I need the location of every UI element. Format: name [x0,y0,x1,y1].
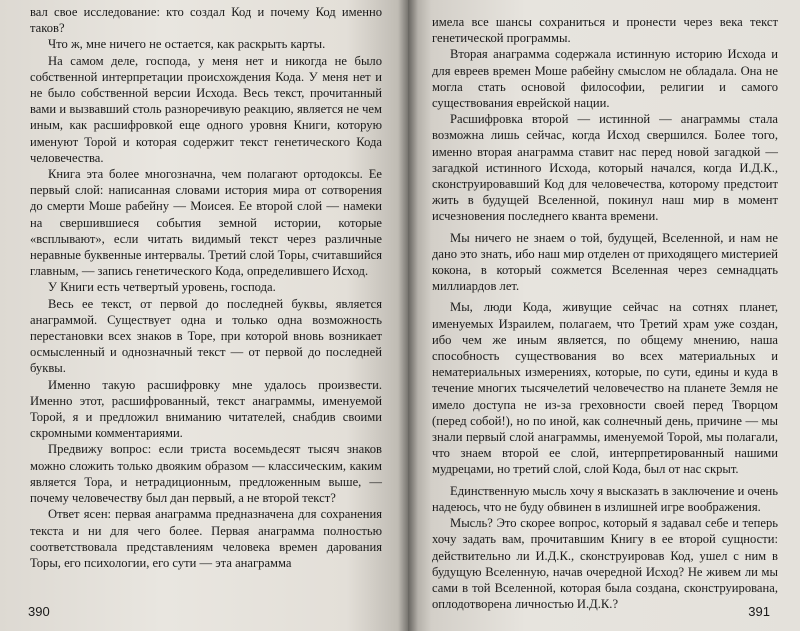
paragraph: имела все шансы сохраниться и пронести через века текст генетической программы. [432,15,778,46]
paragraph: На самом деле, господа, у меня нет и никогда не было собственной интерпретации происхождения Кода. У меня нет и не было собственной версии Исхода. Весь текст, прочитанный вами и вызвавший столь разноречивую реакцию, является не чем иным, как расшифровкой еще одного уровня Книги, которую именуют Торой и которая содержит текст генетического Кода человечества. [30,53,382,165]
right-page-text [432,14,778,612]
paragraph: вал свое исследование: кто создал Код и почему Код именно таков? [30,5,382,36]
page-number: 390 [28,604,50,619]
left-page-text [30,4,382,571]
paragraph: Весь ее текст, от первой до последней буквы, является анаграммой. Существует одна и только одна возможность перестановки всех знаков в Торе, при которой вновь возникает осмысленный и однозначный текст — от первой до последней буквы. [30,296,382,376]
paragraph: Мы ничего не знаем о той, будущей, Вселенной, и нам не дано это знать, ибо наш мир отделен от приходящего мистерией кокона, в который сожмется Вселенная через семнадцать миллиардов лет. [432,230,778,294]
paragraph: Что ж, мне ничего не остается, как раскрыть карты. [48,37,326,52]
right-page [408,0,800,631]
paragraph: Мысль? Это скорее вопрос, который я задавал себе и теперь хочу задать вам, прочитавшим Книгу в ее второй сущности: действительно ли И.Д.К., сконструировав Код, ушел с ним в будущую Вселенную, начав очередной Исход? Не живем ли мы сами в той Вселенной, которая была создана, сконструирована, оплодотворена личностью И.Д.К.? [432,516,778,612]
paragraph: Ответ ясен: первая анаграмма предназначена для сохранения текста и ни для чего более. Первая анаграмма полностью соответствовала представлениям человека времен дарования Торы, его психологии, его сути — эта анаграмма [30,507,382,570]
paragraph: Именно такую расшифровку мне удалось произвести. Именно этот, расшифрованный, текст анаграммы, именуемой Торой, я и предложил вниманию читателей, снабдив своими скромными комментариями. [30,377,382,441]
paragraph: Мы, люди Кода, живущие сейчас на сотнях планет, именуемых Израилем, полагаем, что Третий храм уже создан, ибо чем же иным является, по общему мнению, наша способность существования во всех материальных и нематериальных измерениях, которые, по сути, едины и куда в течение многих тысячелетий человечество на планете Земля не имело доступа не из-за греховности своей перед Творцом (перед собой!), но по иной, как солнечный день, причине — мы знали первый слой анаграммы, именуемой Торой, мы полагали, что знаем второй ее слой, интерпретированный нашими мудрецами, но третий слой, слой Кода, был от нас скрыт. [432,300,778,477]
paragraph: Предвижу вопрос: если триста восемьдесят тысяч знаков можно сложить только двояким образом — классическим, каким является Тора, и нетрадиционным, предложенным выше, — почему человечеству был дан первый, а не второй текст? [30,442,382,506]
paragraph: Книга эта более многозначна, чем полагают ортодоксы. Ее первый слой: написанная словами история мира от сотворения до смерти Моше рабейну — Моисея. Ее второй слой — намеки на свершившиеся события земной истории, которые «всплывают», если читать видимый текст через различные неравные буквенные интервалы. Третий слой Торы, считавшийся главным, — запись генетического Кода, определившего Исход. [30,167,382,279]
paragraph: Единственную мысль хочу я высказать в заключение и очень надеюсь, что не буду обвинен в излишней игре воображения. [432,483,778,514]
book-gutter [398,0,418,631]
paragraph: У Книги есть четвертый уровень, господа. [48,280,276,295]
paragraph: Вторая анаграмма содержала истинную историю Исхода и для евреев времен Моше рабейну смыслом не обладала. Она не могла стать основой философии, религии и самого существования еврейской нации. [432,47,778,111]
paragraph: Расшифровка второй — истинной — анаграммы стала возможна лишь сейчас, когда Исход свершился. Более того, именно вторая анаграмма ставит нас перед новой загадкой — загадкой истинного Исхода, который начался, когда И.Д.К., сконструировавший Код для человечества, которому предстоит жить в будущей Вселенной, покинул наш мир в момент исчезновения последнего кванта времени. [432,112,778,224]
page-number: 391 [748,604,770,619]
